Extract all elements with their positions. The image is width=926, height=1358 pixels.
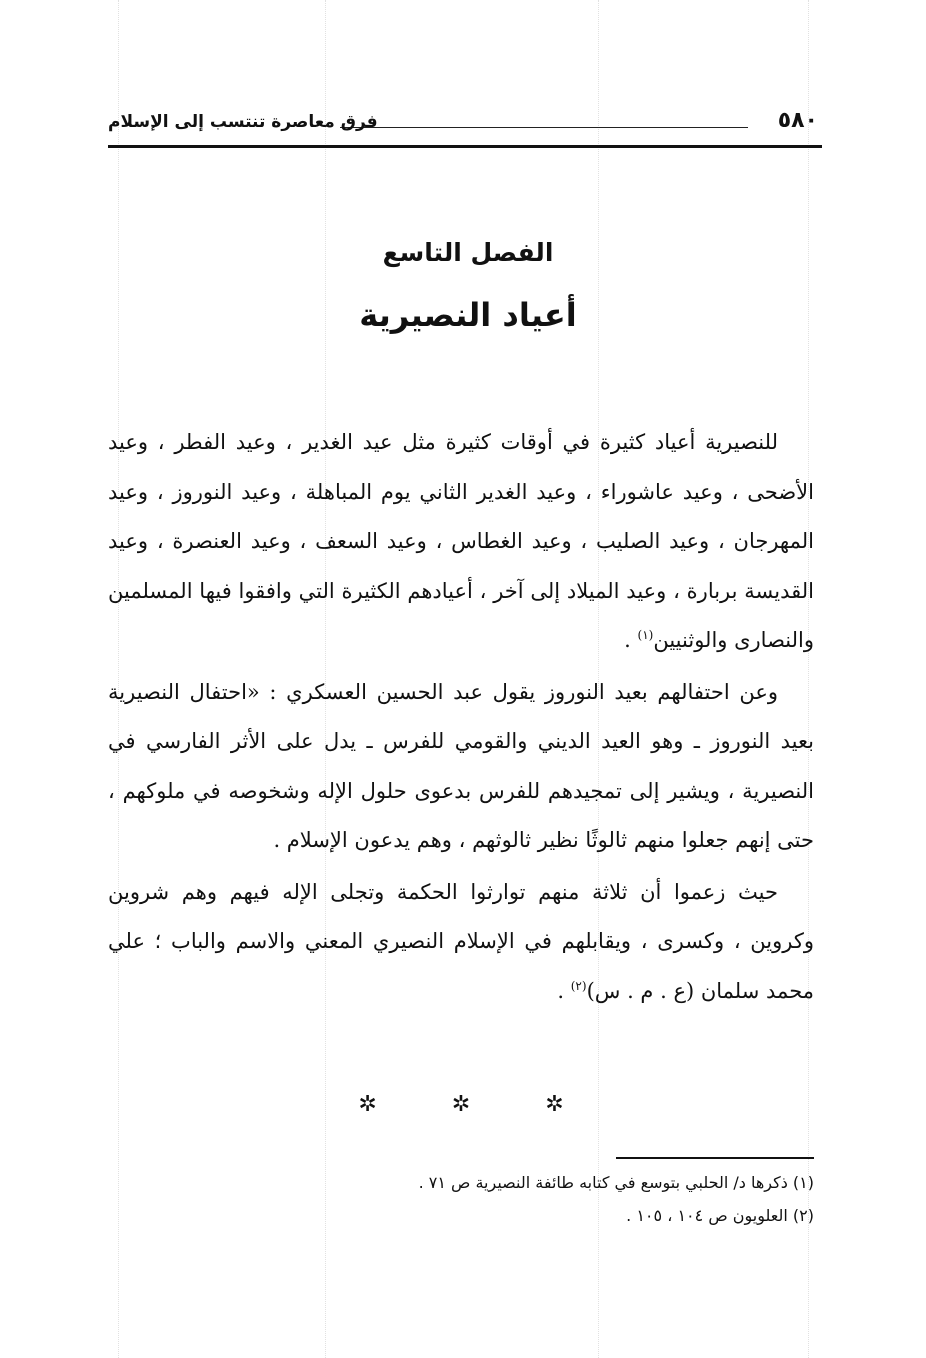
body-text [108, 418, 814, 1018]
paragraph-text: حيث زعموا أن ثلاثة منهم توارثوا الحكمة وتجلى الإله فيهم وهم شروين وكروين ، وكسرى ، ويقابلهم في الإسلام النصيري المعني والاسم والباب ؛ علي محمد سلمان (ع . م . س) [108, 879, 814, 1003]
header-rule [108, 145, 822, 148]
page-number: ٥٨٠ [777, 108, 818, 133]
footnote-ref[interactable]: (١) [637, 628, 654, 642]
section-separator: ✲ ✲ ✲ [358, 1092, 598, 1117]
footnote: (١) ذكرها د/ الحلبي بتوسع في كتابه طائفة النصيرية ص ٧١ . [418, 1173, 814, 1192]
footnote-ref[interactable]: (٢) [570, 978, 587, 993]
paragraph-text: وعن احتفالهم بعيد النوروز يقول عبد الحسين العسكري : «احتفال النصيرية بعيد النوروز ـ وهو العيد الديني والقومي للفرس ـ يدل على الأثر الفارسي في النصيرية ، ويشير إلى تمجيدهم للفرس بدعوى حلول الإله وشخوصه في ملوكهم ، حتى إنهم جعلوا منهم ثالوثًا نظير ثالوثهم ، وهم يدعون الإسلام . [108, 679, 814, 852]
paragraph [108, 668, 814, 866]
chapter-title: أعياد النصيرية [359, 296, 577, 334]
header-dash-line [340, 127, 748, 128]
running-title: فرق معاصرة تنتسب إلى الإسلام [108, 112, 378, 132]
chapter-label: الفصل التاسع [382, 238, 554, 267]
footnote-rule [616, 1157, 814, 1159]
footnote: (٢) العلويون ص ١٠٤ ، ١٠٥ . [626, 1206, 814, 1225]
paragraph-tail: . [557, 978, 571, 1003]
paragraph-text: للنصيرية أعياد كثيرة في أوقات كثيرة مثل عيد الغدير ، وعيد الفطر ، وعيد الأضحى ، وعيد عاشوراء ، وعيد الغدير الثاني يوم المباهلة ، وعيد النوروز ، وعيد المهرجان ، وعيد الصليب ، وعيد الغطاس ، وعيد السعف ، وعيد العنصرة ، وعيد القديسة بربارة ، وعيد الميلاد إلى آخر ، أعيادهم الكثيرة التي وافقوا فيها المسلمين والنصارى والوثنيين [108, 430, 814, 652]
paragraph [108, 868, 814, 1017]
paragraph [108, 418, 814, 666]
paragraph-tail: . [624, 628, 638, 652]
footnotes [108, 1166, 814, 1232]
page-header [108, 108, 818, 148]
